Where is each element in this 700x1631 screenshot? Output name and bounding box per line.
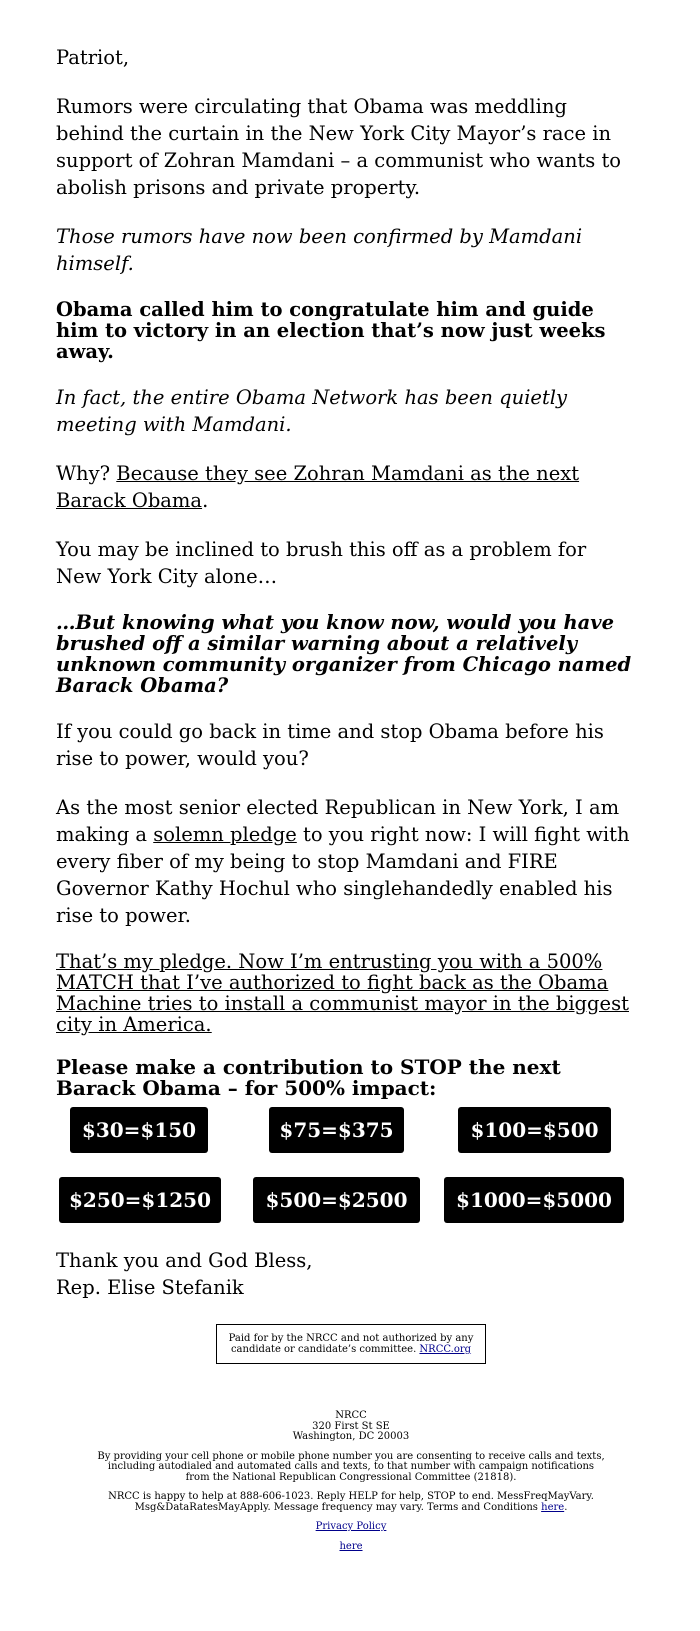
paragraph-obama-network: In fact, the entire Obama Network has been quietly meeting with Mamdani. [56,386,568,436]
paid-for-text-wrap [227,1333,475,1355]
footer-help-end: . [564,1501,568,1513]
donate-75-button[interactable]: $75=$375 [269,1107,404,1153]
footer-street: 320 First St SE [312,1420,390,1432]
here-link[interactable]: here [339,1540,363,1552]
pledge-text-pre: As the most senior elected Republican in New York, I am making a [56,796,620,846]
match-link[interactable] [56,951,636,1035]
footer-org: NRCC [335,1410,367,1421]
paragraph-pledge [56,794,636,929]
nrcc-link[interactable]: NRCC.org [419,1344,472,1355]
donate-row-1 [56,1107,636,1157]
donate-30-button[interactable]: $30=$150 [70,1107,208,1153]
privacy-row [96,1522,606,1533]
match-link-text[interactable]: That’s my pledge. Now I’m entrusting you with a 500% MATCH that I’ve authorized to fight back as the Obama Machine tries to install a communist mayor in the biggest city in America. [56,950,629,1036]
paragraph-warning: …But knowing what you know now, would you have brushed off a similar warning about a relatively unknown community organizer from Chicago named Barack Obama? [56,611,632,697]
donate-1000-button[interactable]: $1000=$5000 [444,1177,624,1223]
paragraph-why [56,460,636,514]
email-body [56,44,636,1301]
solemn-pledge-link[interactable]: solemn pledge [153,823,297,846]
why-text: Why? [56,462,117,485]
why-end: . [202,489,209,512]
paragraph-confirmed: Those rumors have now been confirmed by Mamdani himself. [56,225,583,275]
greeting: Patriot, [56,46,130,69]
paid-for-disclaimer [216,1324,486,1364]
paragraph-brush-off: You may be inclined to brush this off as a problem for New York City alone… [56,538,587,588]
donate-250-button[interactable]: $250=$1250 [59,1177,221,1223]
paragraph-rumors: Rumors were circulating that Obama was meddling behind the curtain in the New York City Mayor’s race in support of Zohran Mamdani – a communist who wants to abolish prisons and private property. [56,95,622,199]
footer-address [96,1411,606,1443]
donate-500-button[interactable]: $500=$2500 [253,1177,420,1223]
pledge-text-post: to you right now: I will fight with every fiber of my being to stop Mamdani and FIRE Governor Kathy Hochul who singlehandedly enabled his rise to power. [56,823,630,927]
footer [96,1411,606,1561]
paragraph-go-back: If you could go back in time and stop Obama before his rise to power, would you? [56,720,604,770]
paragraph-congratulate: Obama called him to congratulate him and guide him to victory in an election that’s now just weeks away. [56,298,606,363]
footer-city: Washington, DC 20003 [292,1431,410,1442]
signature: Rep. Elise Stefanik [56,1276,244,1299]
footer-help-text: NRCC is happy to help at 888-606-1023. Reply HELP for help, STOP to end. MessFreqMayVary. Msg&DataRatesMayApply. Message frequency may vary. Terms and Conditions [108,1491,594,1513]
contribute-heading: Please make a contribution to STOP the next Barack Obama – for 500% impact: [56,1055,561,1100]
privacy-policy-link[interactable]: Privacy Policy [315,1521,387,1532]
terms-here-link[interactable]: here [541,1501,565,1513]
donate-100-button[interactable]: $100=$500 [458,1107,611,1153]
next-obama-link[interactable]: Because they see Zohran Mamdani as the next Barack Obama [56,462,580,512]
footer-consent: By providing your cell phone or mobile phone number you are consenting to receive calls and texts, including autodialed and automated calls and texts, to that number with campaign notifications from the National Republican Congressional Committee (21818). [97,1450,605,1483]
donate-row-2 [56,1177,636,1227]
paid-for-text: Paid for by the NRCC and not authorized by any candidate or candidate’s committee. [228,1333,474,1355]
here-row [96,1542,606,1553]
footer-help [96,1492,606,1513]
signoff: Thank you and God Bless, [56,1249,313,1272]
